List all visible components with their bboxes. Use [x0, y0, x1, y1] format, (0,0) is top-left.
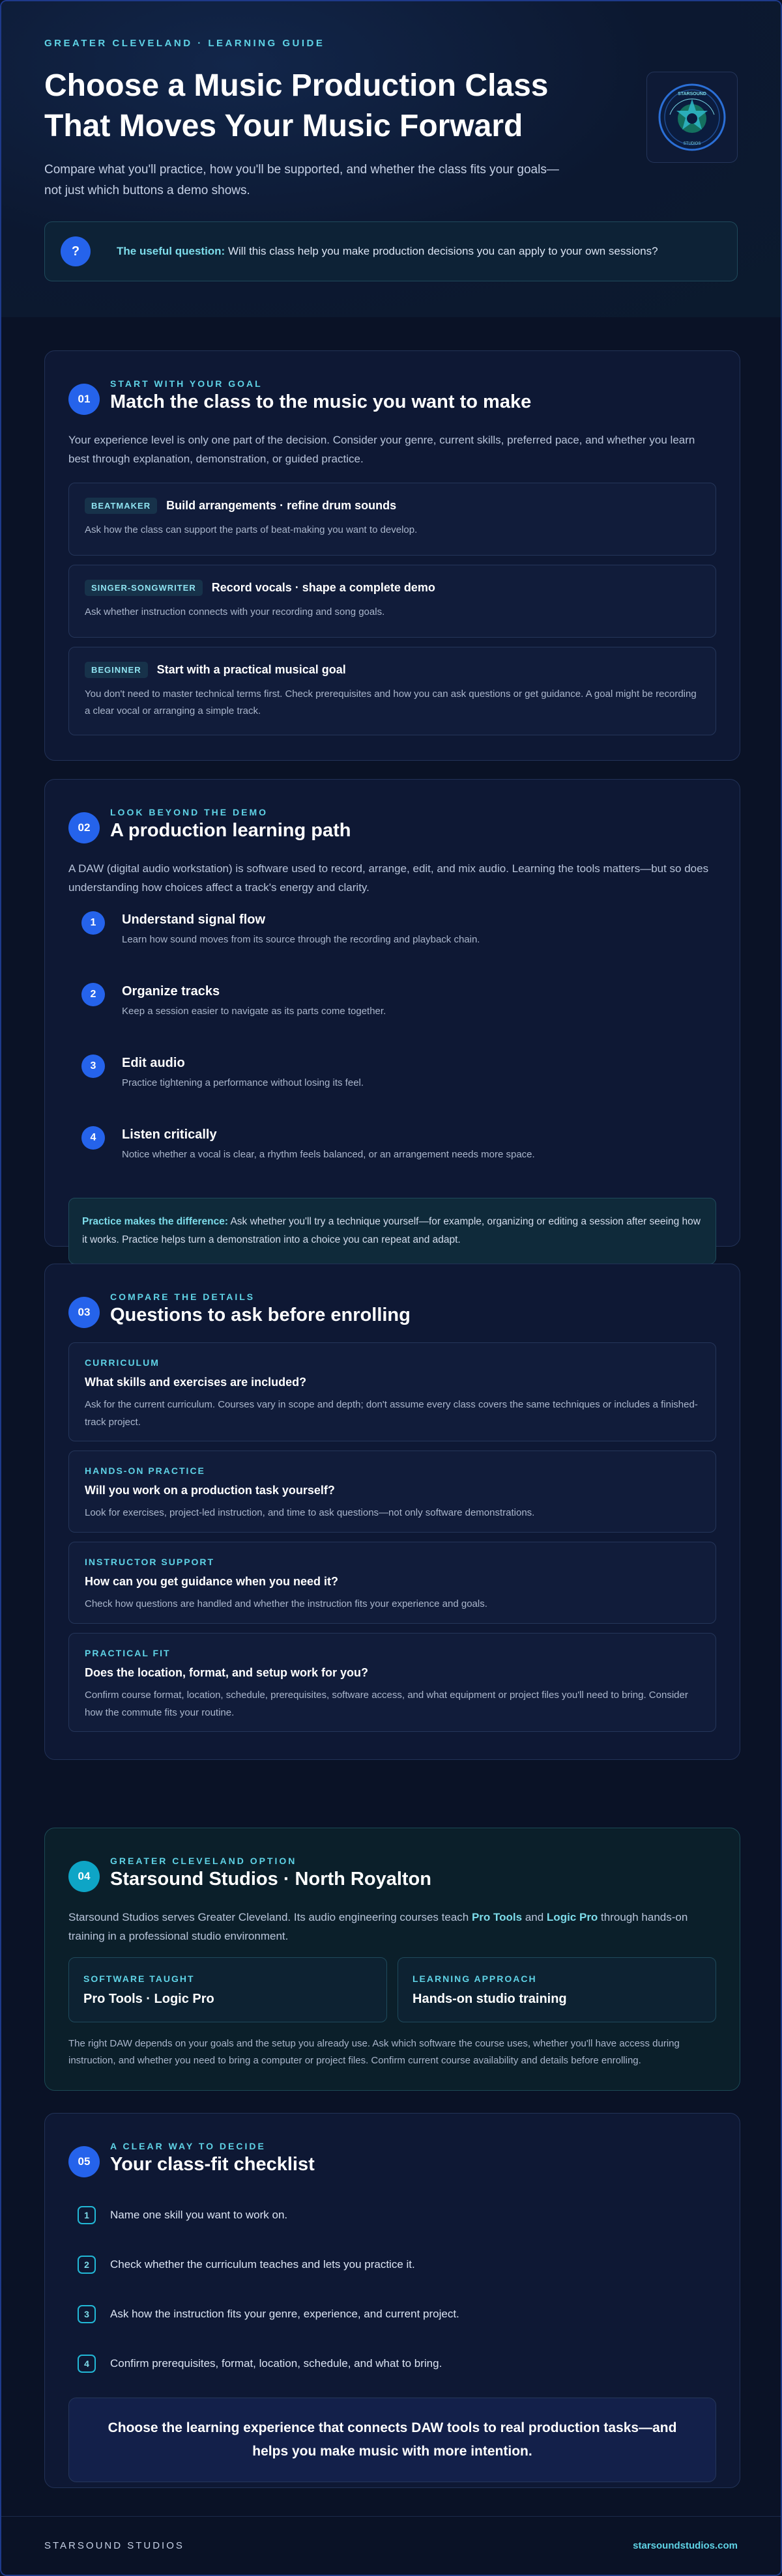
- question-category: INSTRUCTOR SUPPORT: [85, 1557, 215, 1567]
- question-title: How can you get guidance when you need it?: [85, 1575, 339, 1588]
- goal-tag: BEATMAKER: [85, 498, 157, 514]
- goal-card-text: You don't need to master technical terms first. Check prerequisites and how you can ask questions or get guidance. A goal might be recording a clear vocal or arranging a simple track.: [85, 688, 697, 716]
- question-text: Look for exercises, project-led instruction, and time to ask questions—not only software demonstrations.: [85, 1507, 535, 1518]
- section-intro: [68, 1908, 716, 1946]
- step-title: Understand signal flow: [122, 913, 266, 927]
- path-step: [68, 1126, 716, 1198]
- section-title: Starsound Studios · North Royalton: [110, 1869, 431, 1890]
- checklist-text: Name one skill you want to work on.: [110, 2209, 288, 2221]
- info-value: Hands-on studio training: [413, 1992, 567, 2006]
- goal-card-text: Ask whether instruction connects with your recording and song goals.: [85, 606, 385, 617]
- useful-question-body: Will this class help you make production decisions you can apply to your own sessions?: [227, 245, 658, 257]
- section-title: Questions to ask before enrolling: [110, 1305, 411, 1325]
- section-number: 01: [68, 384, 100, 415]
- path-step: [68, 911, 716, 983]
- checklist-item: [68, 2190, 716, 2240]
- section-eyebrow: START WITH YOUR GOAL: [110, 378, 263, 389]
- checklist-number: 2: [78, 2256, 96, 2274]
- svg-text:STUDIOS: STUDIOS: [683, 142, 701, 146]
- useful-question-text: [117, 245, 658, 258]
- section-goal: [44, 350, 740, 761]
- hero-eyebrow: GREATER CLEVELAND · LEARNING GUIDE: [44, 38, 325, 49]
- footer-brand: STARSOUND STUDIOS: [44, 2540, 184, 2551]
- intro-and: and: [522, 1911, 547, 1923]
- goal-card: [68, 647, 716, 735]
- step-number: 2: [81, 983, 105, 1006]
- svg-text:STARSOUND: STARSOUND: [678, 92, 706, 96]
- useful-question-label: The useful question:: [117, 245, 225, 257]
- info-value: Pro Tools · Logic Pro: [83, 1992, 214, 2006]
- checklist-item: [68, 2240, 716, 2289]
- page-title: Choose a Music Production Class That Moves Your Music Forward: [44, 68, 549, 143]
- checklist-number: 1: [78, 2206, 96, 2224]
- question-title: Will you work on a production task yourself?: [85, 1484, 335, 1497]
- step-text: Practice tightening a performance without losing its feel.: [122, 1077, 364, 1088]
- step-text: Learn how sound moves from its source through the recording and playback chain.: [122, 934, 480, 945]
- section-intro: A DAW (digital audio workstation) is software used to record, arrange, edit, and mix audio. Learning the tools matters—but so does understanding how choices affect a track's energy and clarity.: [68, 862, 709, 894]
- section-number: 02: [68, 812, 100, 843]
- question-title: Does the location, format, and setup work for you?: [85, 1666, 369, 1679]
- section-eyebrow: COMPARE THE DETAILS: [110, 1292, 255, 1302]
- path-step: [68, 983, 716, 1054]
- hero-header: [1, 1, 781, 317]
- question-card: [68, 1451, 716, 1533]
- daw-logic-pro: Logic Pro: [546, 1911, 598, 1923]
- question-text: Confirm course format, location, schedule, prerequisites, software access, and what equipment or project files you'll need to bring. Consider how the commute fits your routine.: [85, 1690, 688, 1718]
- step-text: Keep a session easier to navigate as its parts come together.: [122, 1006, 386, 1017]
- checklist-item: [68, 2339, 716, 2388]
- studio-logo: [646, 72, 738, 163]
- section-title: Match the class to the music you want to make: [110, 391, 532, 412]
- question-title: What skills and exercises are included?: [85, 1376, 307, 1389]
- step-title: Listen critically: [122, 1127, 217, 1142]
- section-eyebrow: GREATER CLEVELAND OPTION: [110, 1856, 297, 1866]
- section-questions: [44, 1264, 740, 1760]
- question-category: HANDS-ON PRACTICE: [85, 1465, 205, 1476]
- checklist-number: 3: [78, 2305, 96, 2323]
- question-category: CURRICULUM: [85, 1357, 160, 1368]
- practice-note-label: Practice makes the difference:: [82, 1216, 228, 1227]
- learning-approach-box: [398, 1957, 716, 2022]
- goal-card-title: Build arrangements · refine drum sounds: [166, 499, 397, 512]
- question-card: [68, 1342, 716, 1441]
- step-number: 1: [81, 911, 105, 935]
- section-number: 05: [68, 2146, 100, 2177]
- intro-text-end: through hands-on training in a professional studio environment.: [68, 1911, 688, 1942]
- goal-tag: BEGINNER: [85, 662, 148, 678]
- goal-card: [68, 565, 716, 638]
- practice-note-text: Ask whether you'll try a technique yourself—for example, organizing or editing a session after seeing how it works. Practice helps turn a demonstration into a choice you can repeat and adapt.: [82, 1216, 701, 1245]
- question-text: Check how questions are handled and whether the instruction fits your experience and goals.: [85, 1598, 487, 1609]
- goal-tag: SINGER-SONGWRITER: [85, 580, 203, 596]
- section-eyebrow: LOOK BEYOND THE DEMO: [110, 807, 268, 817]
- question-icon: ?: [61, 236, 91, 266]
- section-eyebrow: A CLEAR WAY TO DECIDE: [110, 2141, 266, 2151]
- section-number: 03: [68, 1297, 100, 1328]
- checklist-number: 4: [78, 2355, 96, 2373]
- section-title: Your class-fit checklist: [110, 2154, 315, 2175]
- question-text: Ask for the current curriculum. Courses vary in scope and depth; don't assume every class covers the same techniques or includes a finished-track project.: [85, 1399, 698, 1428]
- hero-lead: Compare what you'll practice, how you'll be supported, and whether the class fits your goals—not just which buttons a demo shows.: [44, 163, 559, 197]
- section-title: A production learning path: [110, 820, 351, 841]
- intro-text: Starsound Studios serves Greater Cleveland. Its audio engineering courses teach: [68, 1911, 472, 1923]
- software-taught-box: [68, 1957, 387, 2022]
- goal-card: [68, 483, 716, 556]
- footer-website-link[interactable]: starsoundstudios.com: [633, 2540, 738, 2551]
- question-card: [68, 1542, 716, 1624]
- step-number: 4: [81, 1126, 105, 1150]
- checklist-item: [68, 2289, 716, 2339]
- step-text: Notice whether a vocal is clear, a rhythm feels balanced, or an arrangement needs more space.: [122, 1149, 535, 1160]
- step-title: Organize tracks: [122, 984, 220, 998]
- step-title: Edit audio: [122, 1056, 185, 1070]
- step-number: 3: [81, 1054, 105, 1078]
- closing-callout: Choose the learning experience that connects DAW tools to real production tasks—and helps you make music with more intention.: [68, 2398, 716, 2482]
- daw-pro-tools: Pro Tools: [471, 1911, 523, 1923]
- question-category: PRACTICAL FIT: [85, 1648, 171, 1658]
- path-step: [68, 1054, 716, 1126]
- checklist-text: Ask how the instruction fits your genre, experience, and current project.: [110, 2308, 459, 2320]
- info-label: LEARNING APPROACH: [413, 1974, 537, 1984]
- page-footer: [1, 2516, 781, 2575]
- practice-note: [68, 1198, 716, 1264]
- goal-card-title: Record vocals · shape a complete demo: [211, 581, 435, 594]
- starsound-logo-icon: [656, 81, 729, 154]
- section-starsound: [44, 1828, 740, 2091]
- section-intro: Your experience level is only one part of the decision. Consider your genre, current skills, preferred pace, and whether you learn best through explanation, demonstration, or guided practice.: [68, 434, 695, 465]
- goal-card-text: Ask how the class can support the parts of beat-making you want to develop.: [85, 524, 418, 535]
- checklist-text: Check whether the curriculum teaches and lets you practice it.: [110, 2258, 415, 2271]
- section-checklist: [44, 2113, 740, 2488]
- starsound-outro: The right DAW depends on your goals and the setup you already use. Ask which software the course uses, whether you'll have access during instruction, and whether you need to bring a computer or project files. Confirm current course availability and details before enrolling.: [68, 2038, 680, 2066]
- useful-question-callout: [44, 221, 738, 281]
- goal-card-title: Start with a practical musical goal: [156, 663, 346, 676]
- section-learning-path: [44, 779, 740, 1247]
- question-card: [68, 1633, 716, 1732]
- info-label: SOFTWARE TAUGHT: [83, 1974, 195, 1984]
- checklist-text: Confirm prerequisites, format, location, schedule, and what to bring.: [110, 2357, 442, 2370]
- section-number: 04: [68, 1861, 100, 1892]
